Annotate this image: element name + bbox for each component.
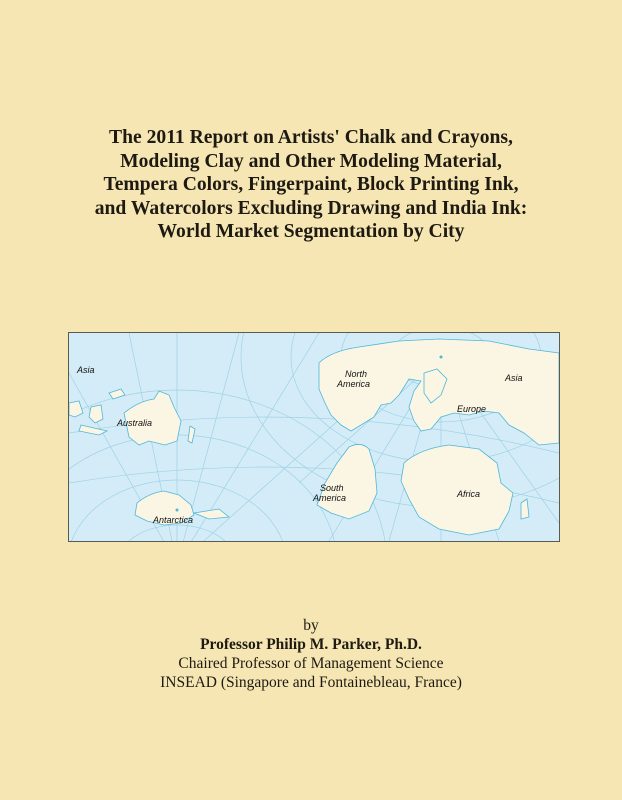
north-pole-marker (440, 356, 443, 359)
south-america-shape (317, 444, 377, 519)
label-north-america-1: North (345, 369, 368, 379)
world-map (68, 332, 560, 542)
author-institution: INSEAD (Singapore and Fontainebleau, France) (160, 674, 462, 691)
new-zealand-shape (188, 426, 195, 443)
title-line-5: World Market Segmentation by City (157, 221, 465, 242)
label-europe: Europe (457, 404, 487, 414)
label-antarctica: Antarctica (153, 515, 194, 525)
label-north-america-2: America (337, 379, 371, 389)
world-map-graphic (69, 333, 559, 541)
label-asia-west: Asia (77, 365, 95, 375)
label-australia: Australia (117, 418, 153, 428)
title-line-1: The 2011 Report on Artists' Chalk and Crayons, (109, 127, 513, 148)
label-asia-east: Asia (505, 373, 523, 383)
label-africa: Africa (457, 489, 481, 499)
title-line-3: Tempera Colors, Fingerpaint, Block Printing Ink, (103, 174, 519, 195)
title-line-2: Modeling Clay and Other Modeling Material, (120, 150, 502, 172)
title-line-4: and Watercolors Excluding Drawing and India Ink: (94, 197, 528, 219)
byline-by: by (303, 617, 319, 634)
author-name: Professor Philip M. Parker, Ph.D. (200, 636, 422, 653)
label-south-america-1: South (320, 483, 344, 493)
label-south-america-2: America (313, 493, 347, 503)
book-title (0, 126, 622, 244)
author-position: Chaired Professor of Management Science (178, 655, 444, 672)
south-pole-marker (176, 509, 179, 512)
byline (0, 616, 622, 692)
